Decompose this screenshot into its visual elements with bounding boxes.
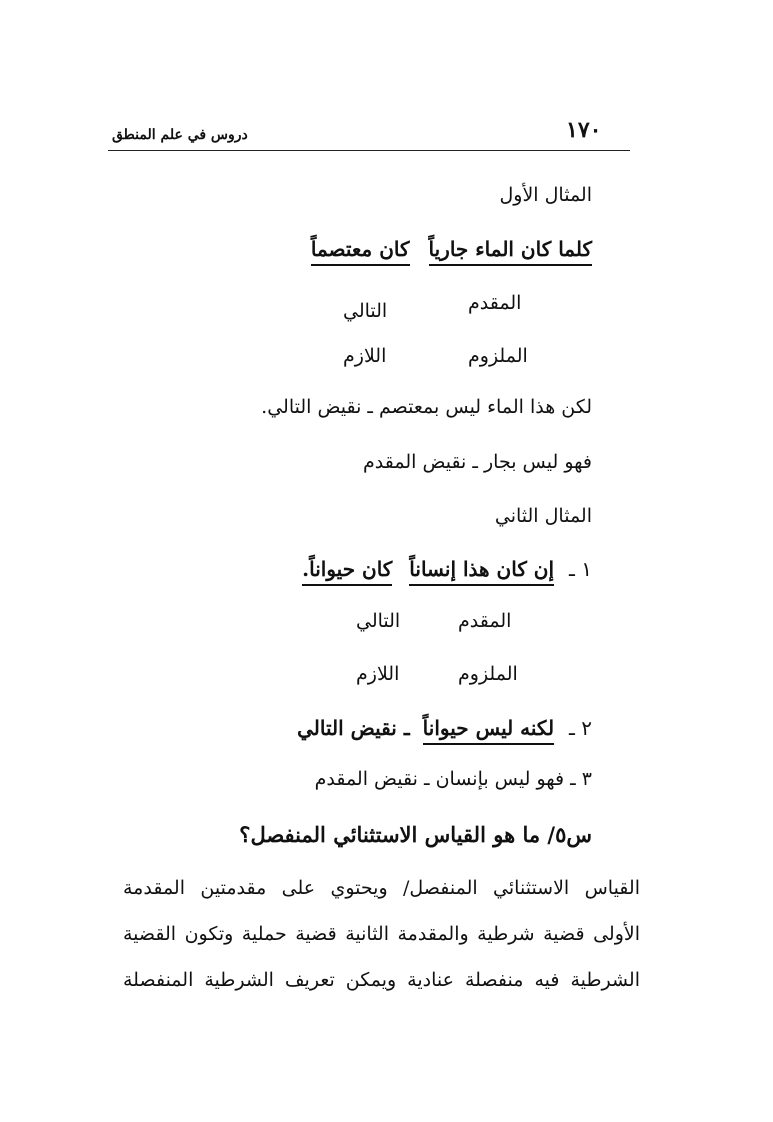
example2-item1-number: ١ ـ [569,557,592,581]
example2-label-antecedent: المقدم [458,610,512,632]
example2-item1-consequent: كان حيواناً. [302,557,392,586]
answer-line: الشرطية فيه منفصلة عنادية ويمكن تعريف الشرطية المنفصلة [123,969,640,991]
example2-item2-number: ٢ ـ [569,716,592,740]
example2-item2-statement: لكنه ليس حيواناً [423,716,554,745]
example1-label-consequent: التالي [343,300,388,322]
example2-item3: ٣ ـ فهو ليس بإنسان ـ نقيض المقدم [314,768,592,790]
example2-label-consequent: التالي [356,610,401,632]
page-number: ١٧٠ [566,117,602,143]
example2-item2 [297,716,592,740]
answer-line: القياس الاستثنائي المنفصل/ ويحتوي على مقدمتين المقدمة [123,877,640,899]
example2-item1 [302,557,592,581]
example2-label-implier: اللازم [356,663,400,685]
example1-label-implier: اللازم [343,345,387,367]
example2-item2-note: ـ نقيض التالي [297,716,410,740]
example1-consequent: كان معتصماً [311,237,410,266]
answer-line: الأولى قضية شرطية والمقدمة الثانية قضية حملية وتكون القضية [123,923,640,945]
example2-label-implied: الملزوم [458,663,518,685]
example1-line-but: لكن هذا الماء ليس بمعتصم ـ نقيض التالي. [261,396,592,418]
example2-heading: المثال الثاني [494,505,592,527]
example1-sentence [311,237,592,261]
question-heading: س٥/ ما هو القياس الاستثنائي المنفصل؟ [239,822,592,847]
example1-antecedent: كلما كان الماء جارياً [429,237,592,266]
example1-heading: المثال الأول [499,184,592,206]
book-title: دروس في علم المنطق [112,127,248,143]
example1-label-antecedent: المقدم [468,292,522,314]
header-rule [108,150,630,151]
example1-label-implied: الملزوم [468,345,528,367]
answer-paragraph [123,865,640,1003]
example1-line-so: فهو ليس بجار ـ نقيض المقدم [363,451,592,473]
example2-item1-antecedent: إن كان هذا إنساناً [409,557,554,586]
